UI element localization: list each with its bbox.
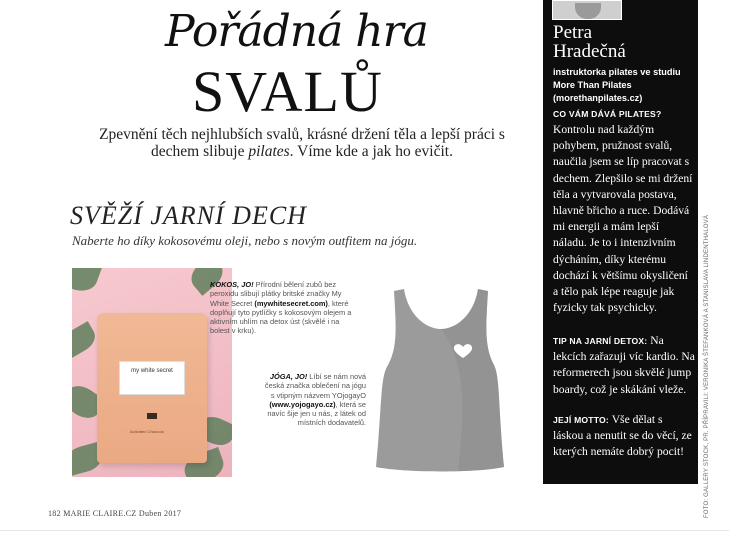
article-title-caps: SVALŮ [192, 59, 383, 124]
expert-portrait [552, 0, 622, 20]
answer-what-pilates-gives: Kontrolu nad každým pohybem, pružnost svalů, naučila jsem se líp pracovat s dechem. Zlepšilo se mi držení těla a vytvarovala postava, hlavně břicho a ruce. Dodává mi energii a mám lepší náladu. Je to i intenzivním dýcháním, díky kterému dochází k většímu okysličení a tělo pak lépe reaguje jak fyzicky tak psychicky. [553, 123, 693, 315]
spring-detox-tip [553, 333, 695, 398]
caption-coconut-text: Přírodní bělení zubů bez peroxidu slibují plátky britské značky My White Secret [210, 280, 342, 308]
caption-yoga-text-2: , která se navíc šije jen u nás, z látek od místních dodavatelů. [267, 399, 366, 428]
page-footer: 182 MARIE CLAIRE.CZ Duben 2017 [48, 509, 182, 518]
coconut-packet [97, 313, 207, 463]
yoga-tank-top-photo [368, 285, 514, 475]
caption-coconut [210, 280, 360, 336]
section-subheading: Naberte ho díky kokosovému oleji, nebo s novým outfitem na jógu. [72, 233, 418, 248]
expert-last-name: Hradečná [553, 41, 626, 62]
lead-emphasis: pilates [248, 143, 290, 160]
photo-credits: FOTO: GALLERY STOCK, PR. PŘÍPRAVILI: VERONIKA ŠTEFANKOVÁ A STANISLAVA LINDENTHALOVÁ [704, 214, 710, 518]
detox-tip-label: TIP NA JARNÍ DETOX: [553, 336, 648, 346]
caption-yoga [262, 372, 366, 428]
caption-coconut-text-2: , které doplňují tyto pytlíčky s kokosovým olejem a aktivním uhlím na detox úst (skvělé i na bolest v krku). [210, 298, 352, 336]
caption-yoga-lead: JÓGA, JO! [269, 372, 308, 381]
article-lead [82, 126, 522, 160]
caption-coconut-lead: KOKOS, JO! [210, 280, 254, 289]
bottom-rule [0, 530, 729, 531]
detox-tip-text: Na lekcích zařazuji víc kardio. Na reformerech jsou skvělé jump boardy, což je skákání vleže. [553, 334, 695, 396]
packet-mark [147, 413, 157, 419]
expert-motto [553, 412, 695, 461]
packet-tag: Activated Charcoal [130, 429, 164, 434]
expert-sidebar [543, 0, 698, 484]
article-title-script: Pořádná hra [165, 6, 428, 57]
lead-text-1: Zpevnění těch nejhlubších svalů, krásné držení těla a lepší práci s dechem slibuje [99, 126, 505, 160]
packet-label: my white secret [119, 361, 185, 395]
expert-name [553, 23, 626, 61]
caption-coconut-link[interactable]: (mywhitesecret.com) [254, 298, 328, 308]
motto-text: Vše dělat s láskou a nenutit se do věcí, ze kterých nemáte dobrý pocit! [553, 413, 692, 459]
leaf-decoration [72, 268, 102, 296]
leaf-decoration [72, 321, 100, 359]
expert-role: instruktorka pilates ve studiu More Than Pilates (morethanpilates.cz) [553, 67, 681, 103]
motto-label: JEJÍ MOTTO: [553, 415, 609, 425]
question-what-pilates-gives: CO VÁM DÁVÁ PILATES? [553, 109, 662, 119]
caption-yoga-link[interactable]: (www.yojogayo.cz) [269, 399, 336, 409]
expert-first-name: Petra [553, 22, 593, 43]
portrait-figure [575, 3, 601, 19]
section-heading: SVĚŽÍ JARNÍ DECH [70, 201, 307, 230]
lead-text-2: . Víme kde a jak ho evičit. [289, 143, 453, 160]
caption-yoga-text: Líbí se nám nová česká značka oblečení na jógu s vtipným názvem YOjogayO [264, 372, 366, 400]
coconut-product-photo [72, 268, 232, 477]
